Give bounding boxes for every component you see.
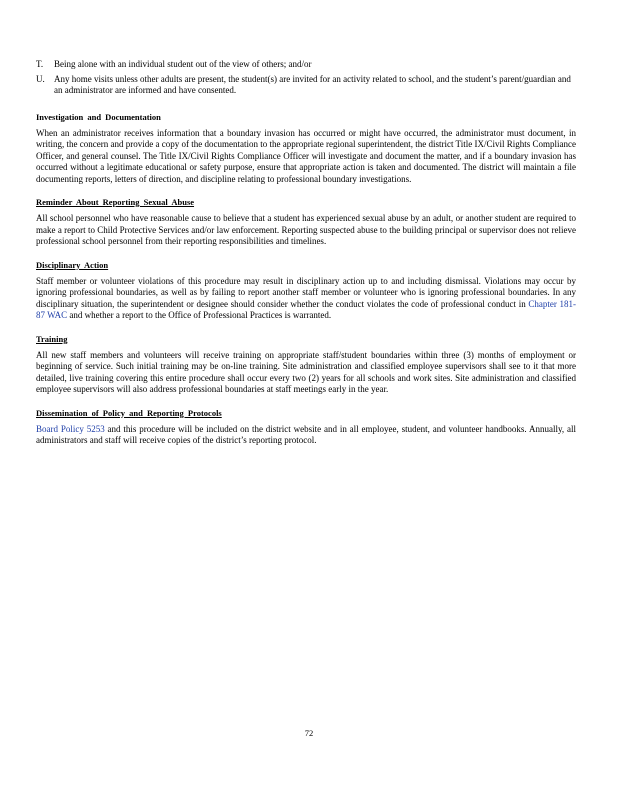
- section-dissemination: [36, 396, 576, 447]
- section-paragraph: [36, 424, 576, 447]
- board-policy-link[interactable]: Board Policy 5253: [36, 423, 105, 434]
- section-paragraph: All school personnel who have reasonable cause to believe that a student has experienced sexual abuse by an adult, or another student are required to make a report to Child Protective Services and/or law enforcement. Reporting suspected abuse to the building principal or supervisor does not relieve professional school personnel from their reporting responsibilities and timelines.: [36, 213, 576, 246]
- list-item-t: [36, 59, 576, 71]
- section-heading: Disciplinary Action: [36, 259, 109, 270]
- section-paragraph: All new staff members and volunteers will receive training on appropriate staff/student boundaries within three (3) months of employment or beginning of service. Such initial training may be on-line training. Site administration and classified employee supervisors shall see to it that more detailed, live training covering this entire procedure shall occur every two (2) years for all schools and work sites. Site administration and classified employee supervisors will also address professional boundaries at staff meetings early in the year.: [36, 349, 576, 394]
- chapter-wac-link[interactable]: Chapter 181-87 WAC: [36, 298, 576, 320]
- section-disciplinary: [36, 248, 576, 322]
- section-investigation: [36, 100, 576, 186]
- list-letter: T.: [36, 59, 44, 69]
- paragraph-text: and whether a report to the Office of Professional Practices is warranted.: [67, 310, 332, 320]
- section-reminder: [36, 185, 576, 248]
- list-item-u: [36, 74, 576, 97]
- page-number: 72: [304, 728, 314, 738]
- section-paragraph: When an administrator receives information that a boundary invasion has occurred or might have occurred, the administrator must document, in writing, the concern and provide a copy of the documentation to the appropriate regional superintendent, the district Title IX/Civil Rights Compliance Officer, and general counsel. The Title IX/Civil Rights Compliance Officer will investigate and document the matter, and if a boundary invasion has occurred without a legitimate educational or safety purpose, ensure that appropriate action is taken and documented. The district will maintain a file documenting reports, letters of direction, and discipline relating to professional boundary investigations.: [36, 127, 576, 184]
- paragraph-text: Staff member or volunteer violations of this procedure may result in disciplinary action up to and including dismissal. Violations may occur by ignoring professional boundaries, as well as by failing to report another staff member or volunteer who is ignoring professional boundaries. In any disciplinary situation, the superintendent or designee should consider whether the conduct violates the code of professional conduct in: [36, 275, 576, 309]
- list-letter: U.: [36, 73, 45, 84]
- section-heading: Training: [36, 333, 68, 344]
- section-heading: Investigation and Documentation: [36, 111, 161, 122]
- document-page: [36, 59, 576, 447]
- section-heading: Reminder About Reporting Sexual Abuse: [36, 197, 195, 207]
- list-text: Being alone with an individual student out of the view of others; and/or: [54, 59, 312, 69]
- list-text: Any home visits unless other adults are present, the student(s) are invited for an activity related to school, and the student’s parent/guardian and an administrator are informed and have consented.: [54, 73, 571, 95]
- section-training: [36, 322, 576, 396]
- section-paragraph: [36, 276, 576, 322]
- section-heading: Dissemination of Policy and Reporting Protocols: [36, 407, 222, 418]
- paragraph-text: and this procedure will be included on the district website and in all employee, student, and volunteer handbooks. Annually, all administrators and staff will receive copies of the district’s reporting protocol.: [36, 423, 576, 445]
